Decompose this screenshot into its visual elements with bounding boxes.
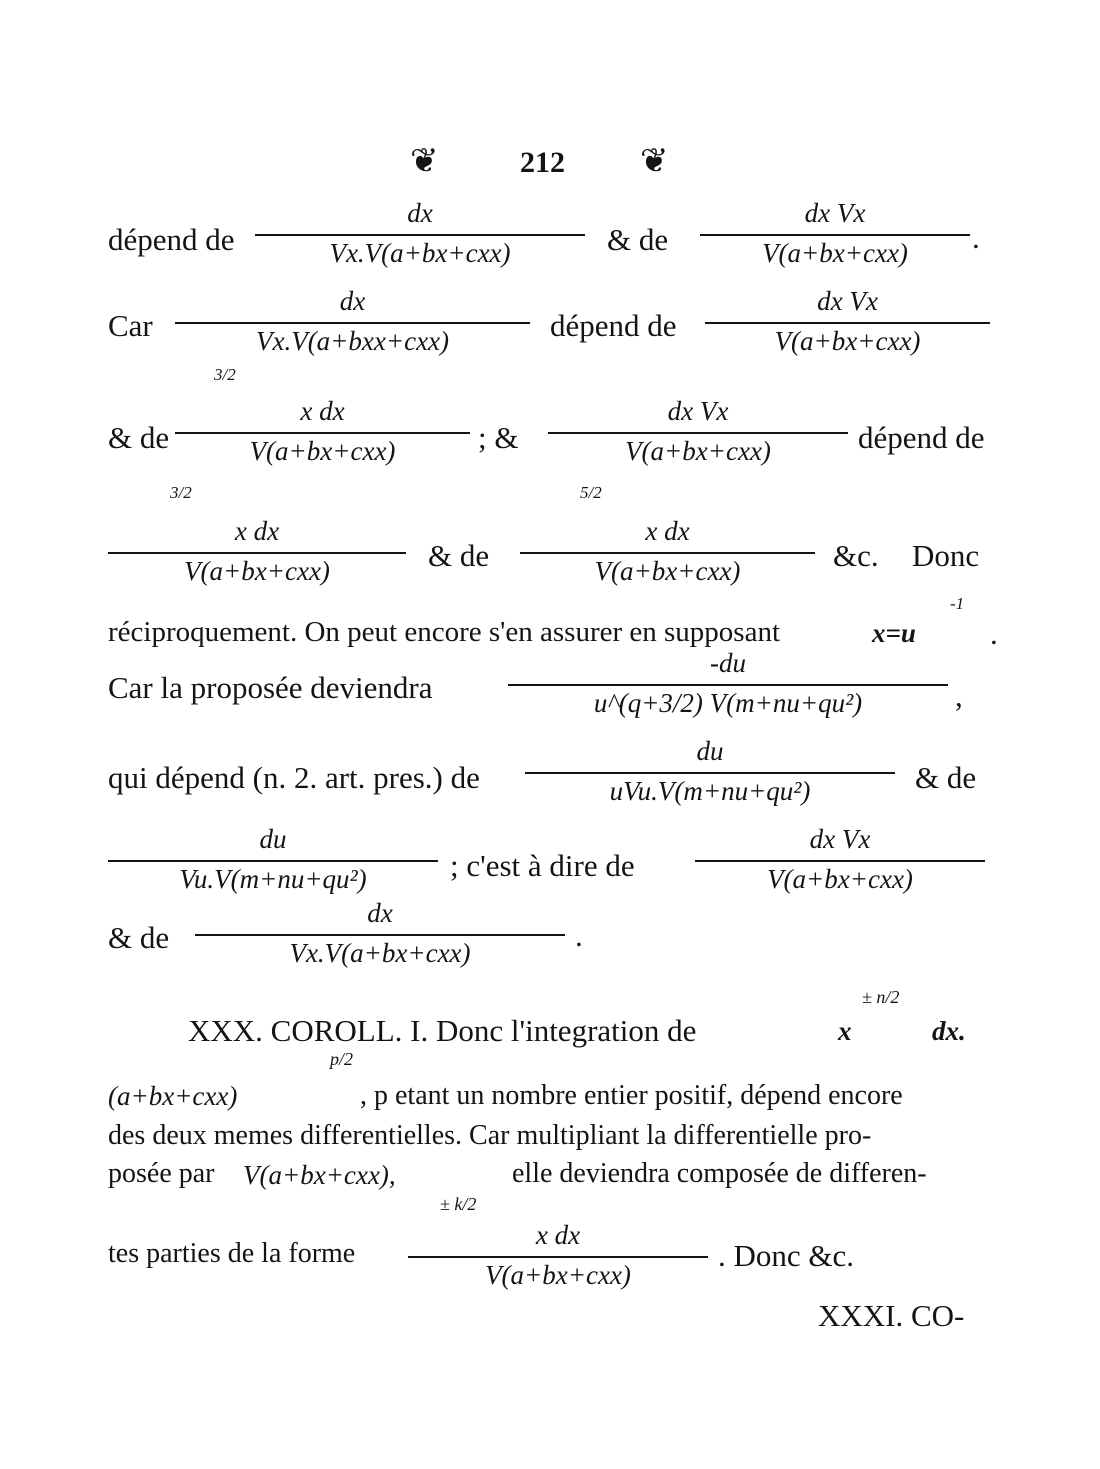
fraction-dx-over-vx: dx Vx.V(a+bx+cxx) xyxy=(255,200,585,280)
math-dx: dx. xyxy=(932,1016,966,1046)
text-car-proposee: Car la proposée deviendra xyxy=(108,670,433,705)
exponent-p-2: p/2 xyxy=(330,1049,354,1069)
fraction-dx-over-vx-2: dx Vx.V(a+bxx+cxx) xyxy=(175,288,530,368)
fraction-minus-du: -du u^(q+3/2) V(m+nu+qu²) xyxy=(508,650,948,730)
text-and-de-7: & de xyxy=(915,760,977,795)
text-donc: Donc xyxy=(912,538,980,573)
fraction-dxvx-over-v-2: dx Vx V(a+bx+cxx) xyxy=(705,288,990,368)
equation-x-equals-u: x=u xyxy=(872,618,916,648)
fraction-du-over-vu: du Vu.V(m+nu+qu²) xyxy=(108,826,438,906)
text-and-de: & de xyxy=(607,222,669,257)
fraction-dxvx-over-v-3: dx Vx V(a+bx+cxx) xyxy=(548,398,848,478)
fraction-x-dx-over-v-4b: x dx V(a+bx+cxx) xyxy=(520,518,815,598)
math-a-bx-cxx: (a+bx+cxx) xyxy=(108,1081,238,1111)
text-car: Car xyxy=(108,308,153,343)
fraction-dxvx-over-v: dx Vx V(a+bx+cxx) xyxy=(700,200,970,280)
header-ornament-left-icon: ❦ xyxy=(410,141,439,181)
text-deviendra-composee: elle deviendra composée de differen- xyxy=(512,1158,927,1189)
text-semicolon-and: ; & xyxy=(478,420,519,455)
catchword: XXXI. CO- xyxy=(818,1298,965,1333)
exponent-3-2: 3/2 xyxy=(214,365,236,384)
exponent-minus-1: -1 xyxy=(950,594,965,613)
exponent-plus-minus-n-2: ± n/2 xyxy=(862,987,900,1007)
fraction-du-over-uvu: du uVu.V(m+nu+qu²) xyxy=(525,738,895,818)
text-depend-de: dépend de xyxy=(108,222,235,257)
exponent-3-2-b: 3/2 xyxy=(170,483,192,502)
text-and-de-4: & de xyxy=(428,538,490,573)
exponent-plus-minus-k-2: ± k/2 xyxy=(440,1194,477,1214)
fraction-dxvx-over-v-8: dx Vx V(a+bx+cxx) xyxy=(695,826,985,906)
text-and-de-3: & de xyxy=(108,420,170,455)
heading-corollary-i: XXX. COROLL. I. Donc l'integration de xyxy=(188,1013,697,1048)
page-number: 212 xyxy=(520,146,565,179)
text-deux-differentielles: des deux memes differentielles. Car multipliant la differentielle pro- xyxy=(108,1120,872,1151)
text-parties-forme: tes parties de la forme xyxy=(108,1238,356,1269)
fraction-x-dx-over-v: x dx V(a+bx+cxx) xyxy=(175,398,470,478)
math-v-a-bx-cxx: V(a+bx+cxx), xyxy=(243,1160,396,1190)
text-depend-de-3: dépend de xyxy=(858,420,985,455)
book-page: ❦ 212 ❦ dépend de dx Vx.V(a+bx+cxx) & de dx Vx V(a+bx+cxx) . Car dx Vx.V(a+bxx+cxx) dépend de dx Vx V(a+bx+cxx) 3/2 & de x dx V(a+bx+cxx) ; & dx Vx V(a+bx+cxx) dépend de 3/2 x dx V(a+bx+cxx) & de 5/2 x dx V(a+bx+cxx) &c. Donc réciproquement. On peut encore s'en assurer en supposant x=u -1 . Car la proposée deviendra -du u^(q+3/2) V(m+nu+qu²) , qui dépend (n. 2. art. pres.) de du uVu.V(m+nu+qu²) & de du Vu.V(m+nu+qu²) ; c'est à dire de dx Vx V(a+bx+cxx) & de dx Vx.V(a+bx+cxx) . ± n/2 XXX. COROLL. I. Donc l'integration de x dx. p/2 (a+bx+cxx) , p etant un nombre entier positif, dépend encore des deux memes differentielles. Car multipliant la differentielle pro- posée par V(a+bx+cxx), elle deviendra composée de differen- ± k/2 tes parties de la forme x dx V(a+bx+cxx) . Donc &c. XXXI. CO- xyxy=(108,141,998,1333)
text-cest-a-dire: ; c'est à dire de xyxy=(450,848,635,883)
text-and-de-9: & de xyxy=(108,920,170,955)
fraction-dx-over-vx-9: dx Vx.V(a+bx+cxx) xyxy=(195,900,565,980)
fraction-x-dx-over-v-4a: x dx V(a+bx+cxx) xyxy=(108,518,406,598)
math-x: x xyxy=(838,1016,852,1046)
text-reciproquement: réciproquement. On peut encore s'en assurer en supposant xyxy=(108,616,780,648)
header-ornament-right-icon: ❦ xyxy=(640,141,669,181)
fraction-x-dx-over-v-last: x dx V(a+bx+cxx) xyxy=(408,1222,708,1302)
text-etc: &c. xyxy=(833,538,879,573)
text-qui-depend: qui dépend (n. 2. art. pres.) de xyxy=(108,760,480,795)
text-etant-entier: , p etant un nombre entier positif, dépend encore xyxy=(360,1080,903,1111)
text-depend-de-2: dépend de xyxy=(550,308,677,343)
text-posee-par: posée par xyxy=(108,1158,215,1189)
exponent-5-2: 5/2 xyxy=(580,483,602,502)
text-donc-etc: . Donc &c. xyxy=(718,1238,855,1273)
